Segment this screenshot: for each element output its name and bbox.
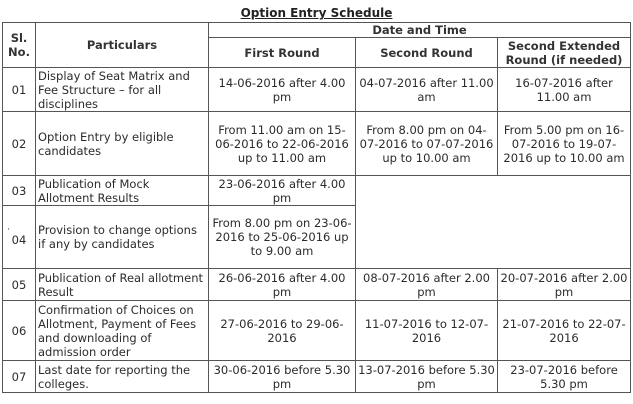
row-particulars: Confirmation of Choices on Allotment, Payment of Fees and downloading of admission order (36, 301, 209, 361)
row-particulars: Last date for reporting the colleges. (36, 361, 209, 393)
option-entry-schedule-table (2, 22, 631, 393)
row-second-round: 13-07-2016 before 5.30 pm (356, 361, 498, 393)
row-dot-mark: · (7, 225, 10, 235)
row-particulars: Provision to change options if any by candidates (36, 206, 209, 269)
header-row-top (3, 23, 631, 38)
table-row (3, 112, 631, 176)
row-second-round: 04-07-2016 after 11.00 am (356, 68, 498, 112)
row-second-round: 08-07-2016 after 2.00 pm (356, 269, 498, 301)
row-first-round: 23-06-2016 after 4.00 pm (209, 176, 356, 206)
row-first-round: 14-06-2016 after 4.00 pm (209, 68, 356, 112)
table-row (3, 361, 631, 393)
row-particulars: Option Entry by eligible candidates (36, 112, 209, 176)
table-row (3, 176, 631, 206)
row-extended-round: 20-07-2016 after 2.00 pm (498, 269, 631, 301)
header-first-round: First Round (209, 38, 356, 68)
row-first-round: 27-06-2016 to 29-06-2016 (209, 301, 356, 361)
table-row (3, 68, 631, 112)
row-sl: 02 (3, 112, 36, 176)
row-extended-round: 16-07-2016 after 11.00 am (498, 68, 631, 112)
row-second-round: From 8.00 pm on 04-07-2016 to 07-07-2016 up to 10.00 am (356, 112, 498, 176)
row-second-round: 11-07-2016 to 12-07-2016 (356, 301, 498, 361)
row-particulars: Publication of Mock Allotment Results (36, 176, 209, 206)
table-row (3, 301, 631, 361)
row-first-round: From 8.00 pm on 23-06-2016 to 25-06-2016 up to 9.00 am (209, 206, 356, 269)
row-particulars: Display of Seat Matrix and Fee Structure – for all disciplines (36, 68, 209, 112)
header-sl-no: Sl. No. (3, 23, 36, 68)
row-sl: 05 (3, 269, 36, 301)
row-extended-round: 21-07-2016 to 22-07-2016 (498, 301, 631, 361)
row-sl: 06 (3, 301, 36, 361)
schedule-title: Option Entry Schedule (240, 6, 393, 20)
row-first-round: From 11.00 am on 15-06-2016 to 22-06-2016 up to 11.00 am (209, 112, 356, 176)
row-sl: 03 (3, 176, 36, 206)
row-extended-round: From 5.00 pm on 16-07-2016 to 19-07-2016 up to 10.00 am (498, 112, 631, 176)
row-particulars: Publication of Real allotment Result (36, 269, 209, 301)
row-sl (3, 206, 36, 269)
row-extended-round: 23-07-2016 before 5.30 pm (498, 361, 631, 393)
header-second-round: Second Round (356, 38, 498, 68)
header-particulars: Particulars (36, 23, 209, 68)
header-date-and-time: Date and Time (209, 23, 631, 38)
row-sl: 01 (3, 68, 36, 112)
row-first-round: 30-06-2016 before 5.30 pm (209, 361, 356, 393)
row-first-round: 26-06-2016 after 4.00 pm (209, 269, 356, 301)
row-sl: 07 (3, 361, 36, 393)
table-row (3, 269, 631, 301)
empty-cell (356, 176, 631, 269)
header-second-extended-round: Second Extended Round (if needed) (498, 38, 631, 68)
row-sl-number: 04 (11, 233, 27, 247)
